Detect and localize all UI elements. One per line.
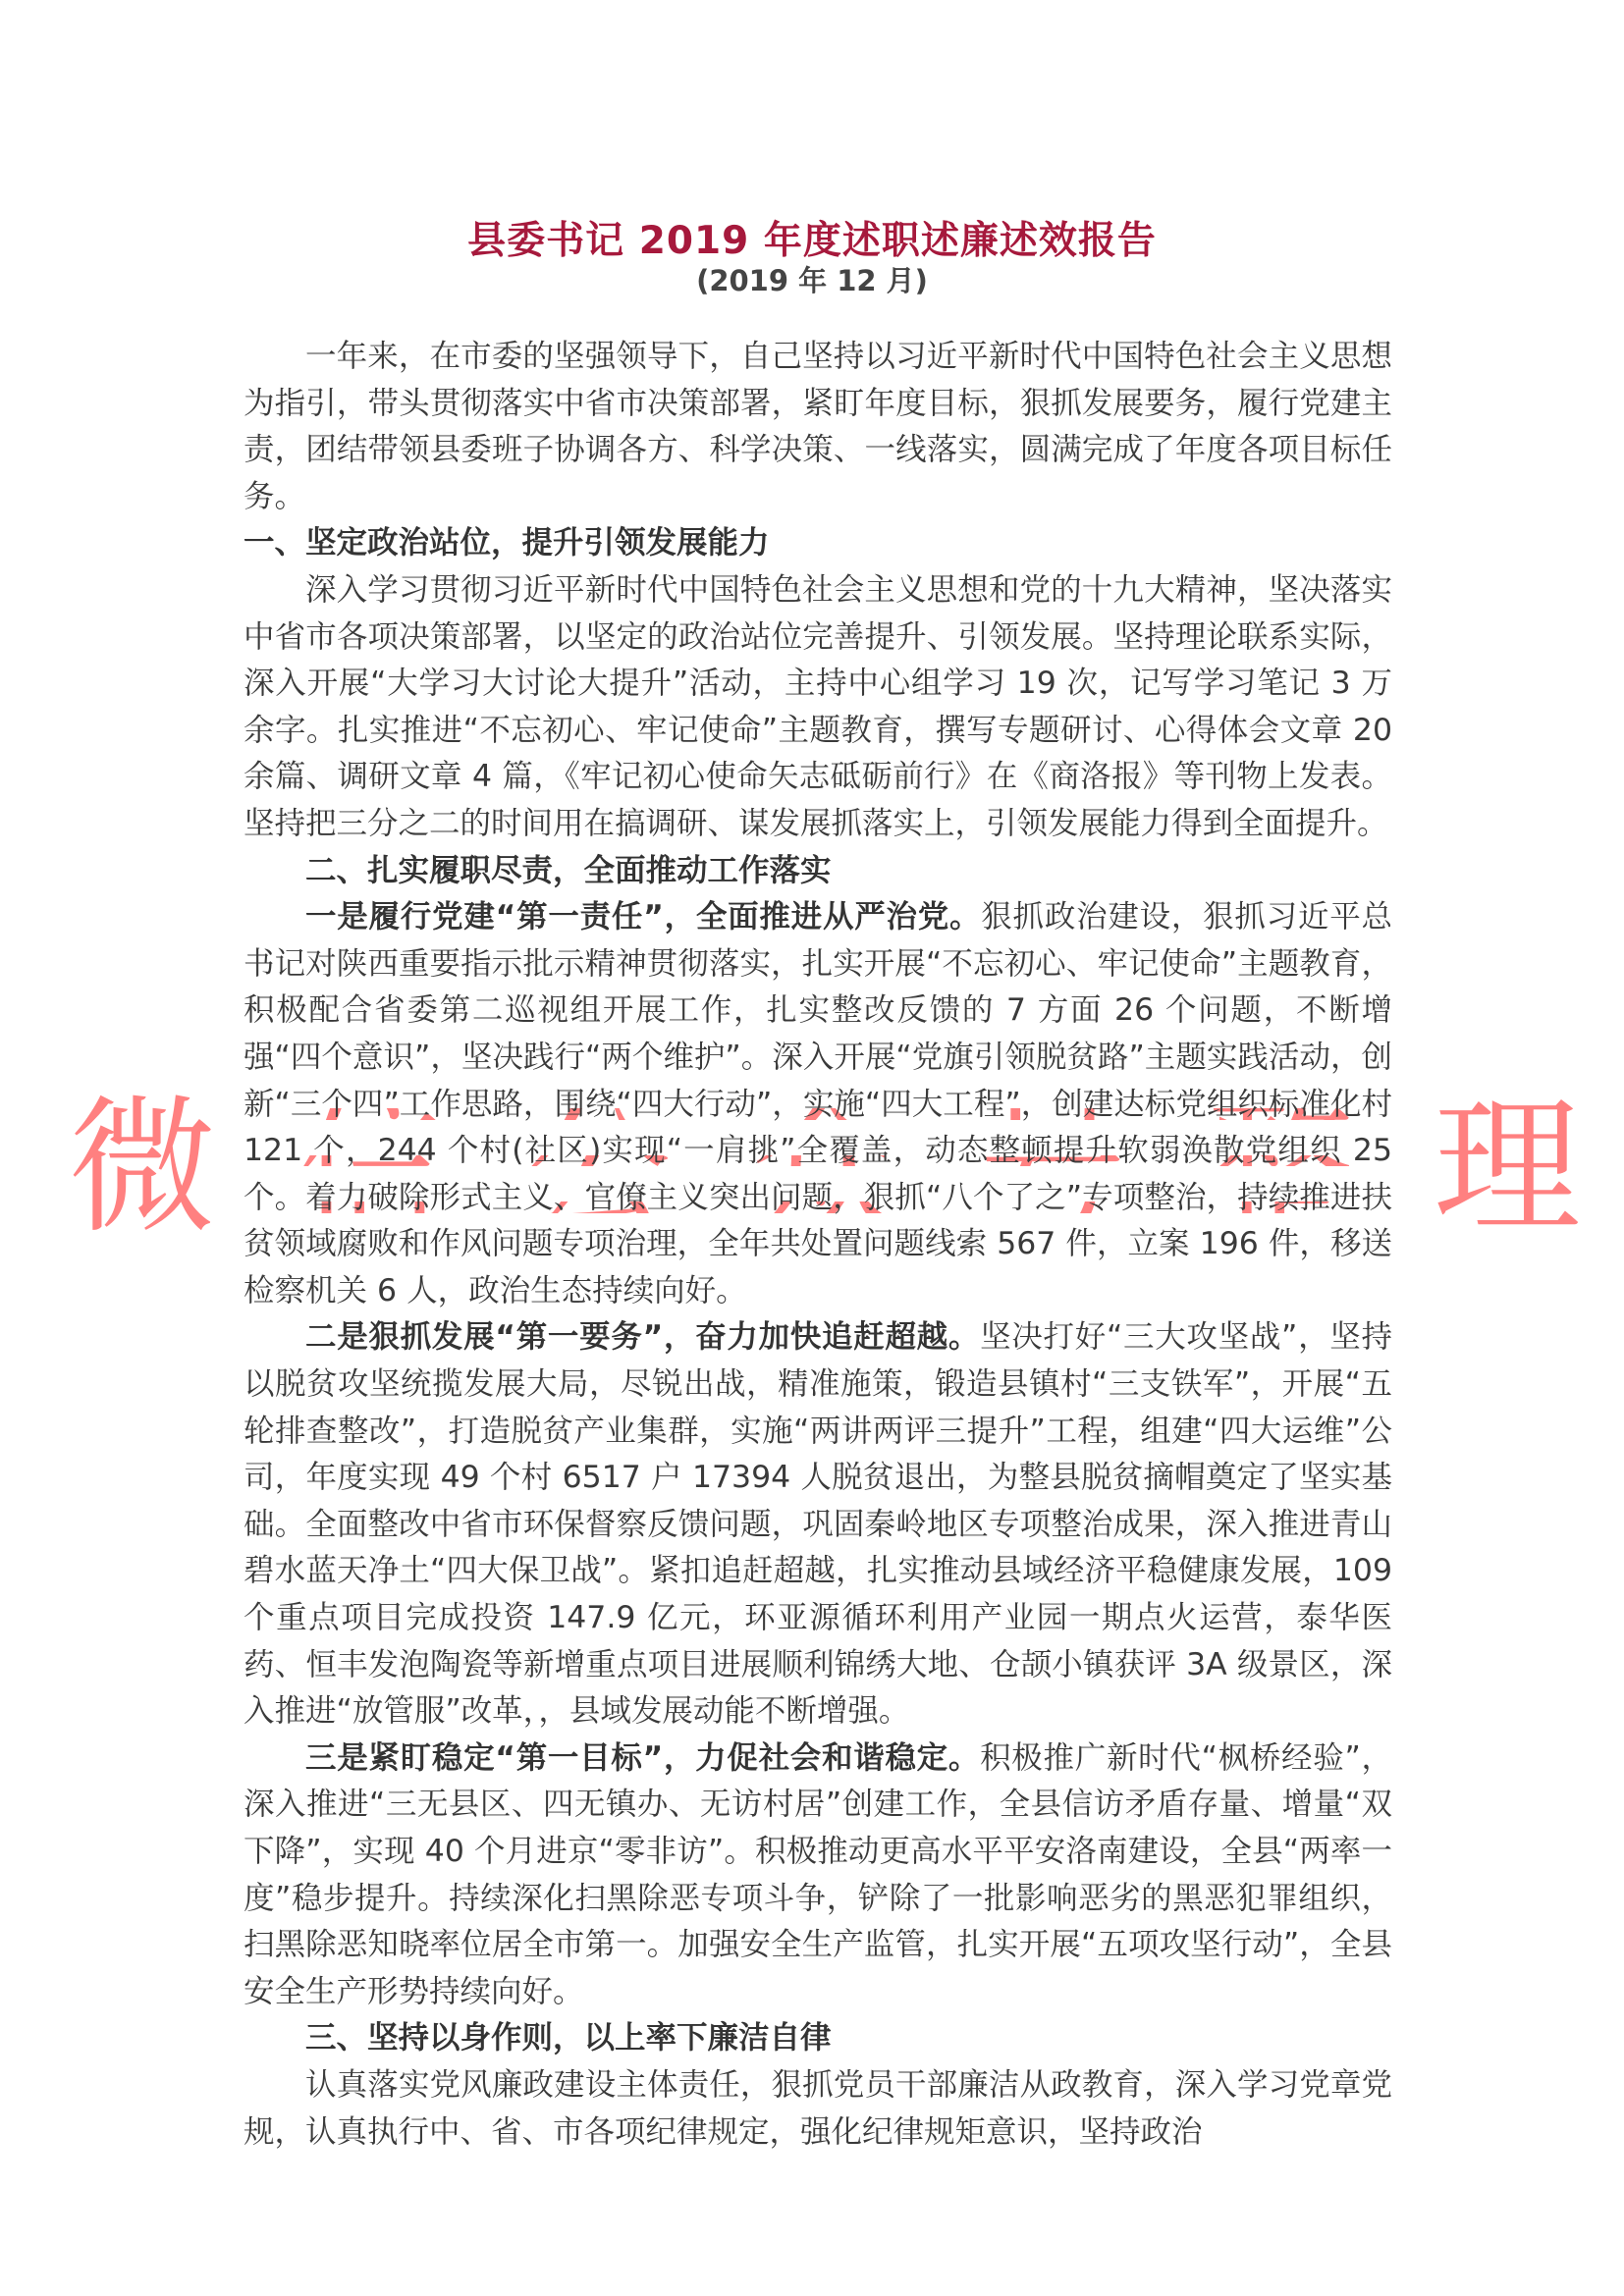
document-title: 县委书记 2019 年度述职述廉述效报告 bbox=[467, 219, 1157, 263]
paragraph-intro: 一年来，在市委的坚强领导下，自己坚持以习近平新时代中国特色社会主义思想为指引，带头贯彻落实中省市决策部署，紧盯年度目标，狠抓发展要务，履行党建主责，团结带领县委班子协调各方、科学决策、一线落实，圆满完成了年度各项目标任务。 bbox=[244, 339, 1392, 514]
document-body bbox=[244, 334, 1392, 2156]
paragraph-development bbox=[244, 1314, 1392, 1735]
paragraph-stability bbox=[244, 1735, 1392, 2016]
paragraph-section-3: 认真落实党风廉政建设主体责任，狠抓党员干部廉洁从政教育，深入学习党章党规，认真执行中、省、市各项纪律规定，强化纪律规矩意识，坚持政治 bbox=[244, 2066, 1392, 2150]
paragraph-section-1: 深入学习贯彻习近平新时代中国特色社会主义思想和党的十九大精神，坚决落实中省市各项决策部署，以坚定的政治站位完善提升、引领发展。坚持理论联系实际，深入开展“大学习大讨论大提升”活动，主持中心组学习 19 次，记写学习笔记 3 万余字。扎实推进“不忘初心、牢记使命”主题教育，撰写专题研讨、心得体会文章 20 余篇、调研文章 4 篇，《牢记初心使命矢志砥砺前行》在《商洛报》等刊物上发表。坚持把三分之二的时间用在搞调研、谋发展抓落实上，引领发展能力得到全面提升。 bbox=[244, 571, 1392, 841]
paragraph-lead: 三是紧盯稳定“第一目标”，力促社会和谐稳定。 bbox=[305, 1739, 981, 1776]
paragraph-text: 积极推广新时代“枫桥经验”，深入推进“三无县区、四无镇办、无访村居”创建工作，全县信访矛盾存量、增量“双下降”，实现 40 个月进京“零非访”。积极推动更高水平平安洛南建设，全县“两率一度”稳步提升。持续深化扫黑除恶专项斗争，铲除了一批影响恶劣的黑恶犯罪组织，扫黑除恶知晓率位居全市第一。加强安全生产监管，扎实开展“五项攻坚行动”，全县安全生产形势持续向好。 bbox=[244, 1739, 1392, 2009]
paragraph-party-building bbox=[244, 894, 1392, 1314]
paragraph-lead: 二是狠抓发展“第一要务”，奋力加快追赶超越。 bbox=[305, 1319, 981, 1356]
paragraph-text: 狠抓政治建设，狠抓习近平总书记对陕西重要指示批示精神贯彻落实，扎实开展“不忘初心、牢记使命”主题教育，积极配合省委第二巡视组开展工作，扎实整改反馈的 7 方面 26 个问题，不断增强“四个意识”，坚决践行“两个维护”。深入开展“党旗引领脱贫路”主题实践活动，创新“三个四”工作思路，围绕“四大行动”，实施“四大工程”，创建达标党组织标准化村 121 个，244 个村(社区)实现“一肩挑”全覆盖，动态整顿提升软弱涣散党组织 25 个。着力破除形式主义、官僚主义突出问题，狠抓“八个了之”专项整治，持续推进扶贫领域腐败和作风问题专项治理，全年共处置问题线索 567 件，立案 196 件，移送检察机关 6 人，政治生态持续向好。 bbox=[244, 899, 1392, 1308]
section-heading-1: 一、坚定政治站位，提升引领发展能力 bbox=[244, 525, 770, 561]
section-heading-3: 三、坚持以身作则，以上率下廉洁自律 bbox=[305, 2020, 832, 2056]
section-heading-2: 二、扎实履职尽责，全面推动工作落实 bbox=[305, 852, 832, 888]
document-date: (2019 年 12 月) bbox=[696, 264, 928, 297]
watermark-char: 微 bbox=[69, 1083, 217, 1254]
paragraph-text: 坚决打好“三大攻坚战”，坚持以脱贫攻坚统揽发展大局，尽锐出战，精准施策，锻造县镇村“三支铁军”，开展“五轮排查整改”，打造脱贫产业集群，实施“两讲两评三提升”工程，组建“四大运维”公司，年度实现 49 个村 6517 户 17394 人脱贫退出，为整县脱贫摘帽奠定了坚实基础。全面整改中省市环保督察反馈问题，巩固秦岭地区专项整治成果，深入推进青山碧水蓝天净土“四大保卫战”。紧扣追赶超越，扎实推动县域经济平稳健康发展，109 个重点项目完成投资 147.9 亿元，环亚源循环利用产业园一期点火运营，泰华医药、恒丰发泡陶瓷等新增重点项目进展顺利锦绣大地、仓颉小镇获评 3A 级景区，深入推进“放管服”改革，，县域发展动能不断增强。 bbox=[244, 1319, 1392, 1730]
paragraph-lead: 一是履行党建“第一责任”，全面推进从严治党。 bbox=[305, 899, 982, 935]
watermark-char: 理 bbox=[1433, 1083, 1581, 1254]
